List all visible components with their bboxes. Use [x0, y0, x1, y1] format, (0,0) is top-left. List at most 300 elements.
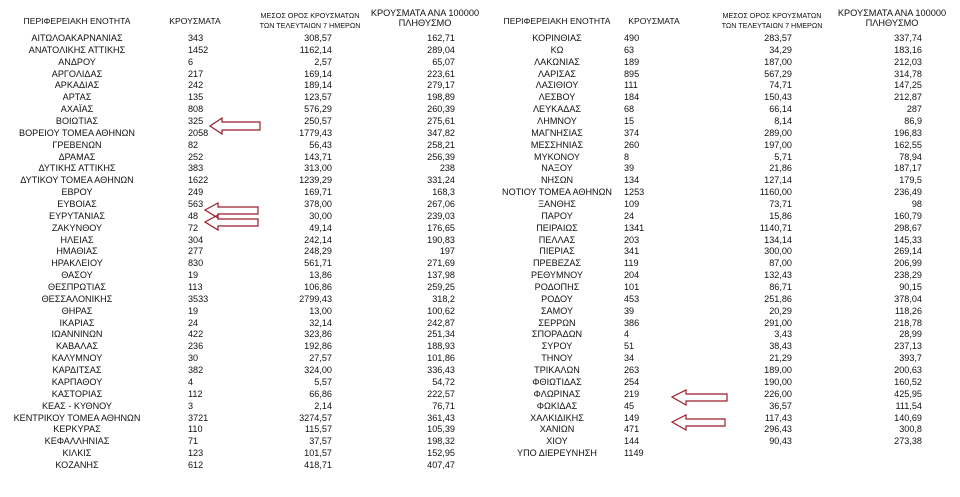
- avg-cell: 308,57: [304, 33, 332, 43]
- avg-cell: 226,00: [764, 388, 792, 399]
- cases-cell: 112: [188, 388, 203, 399]
- cases-cell: 135: [188, 92, 204, 103]
- region-cell: ΙΩΑΝΝΙΝΩΝ: [51, 329, 103, 340]
- table-row: [482, 329, 952, 341]
- region-cell: ΧΙΟΥ: [546, 436, 568, 447]
- per100k-cell: 258,21: [427, 139, 455, 150]
- table-row: [0, 163, 475, 175]
- region-cell: ΣΥΡΟΥ: [541, 341, 573, 352]
- avg-cell: 289,00: [764, 127, 792, 138]
- per100k-cell: 111,54: [895, 400, 922, 411]
- cases-cell: 563: [188, 199, 204, 210]
- table-row: [482, 116, 952, 128]
- avg-cell: 36,57: [769, 400, 792, 411]
- cases-cell: 1341: [624, 222, 645, 233]
- cases-cell: 19: [188, 270, 199, 281]
- region-cell: ΚΑΡΔΙΤΣΑΣ: [52, 365, 102, 376]
- table-row: [0, 318, 475, 330]
- cases-cell: 134: [624, 175, 640, 186]
- region-cell: ΚΑΒΑΛΑΣ: [55, 341, 99, 352]
- region-cell: ΡΟΔΟΥ: [541, 293, 573, 304]
- table-row: [0, 424, 475, 436]
- right-table-body: [482, 33, 952, 460]
- avg-cell: 13,86: [309, 270, 332, 281]
- table-row: [0, 294, 475, 306]
- per100k-cell: 188,93: [427, 341, 455, 352]
- avg-cell: 567,29: [764, 68, 792, 79]
- cases-cell: 3: [188, 400, 194, 411]
- per100k-cell: 147,25: [894, 80, 922, 91]
- avg-cell: 300,00: [764, 246, 792, 257]
- avg-cell: 56,43: [309, 139, 332, 150]
- table-row: [0, 341, 475, 353]
- cases-cell: 39: [624, 305, 635, 316]
- per100k-cell: 176,65: [427, 222, 455, 233]
- header-region: ΠΕΡΙΦΕΡΕΙΑΚΗ ΕΝΟΤΗΤΑ: [503, 16, 611, 26]
- header-avg: [707, 11, 837, 31]
- per100k-cell: 267,06: [427, 199, 455, 210]
- per100k-cell: 162,55: [894, 139, 922, 150]
- region-cell: ΔΥΤΙΚΗΣ ΑΤΤΙΚΗΣ: [38, 163, 116, 174]
- region-cell: ΛΕΥΚΑΔΑΣ: [532, 104, 582, 115]
- per100k-cell: 183,16: [894, 44, 922, 55]
- per100k-cell: 318,2: [432, 293, 455, 304]
- region-cell: ΚΙΛΚΙΣ: [62, 448, 92, 459]
- region-cell: ΑΝΔΡΟΥ: [58, 56, 96, 67]
- table-row: [482, 318, 952, 330]
- table-row: [0, 57, 475, 69]
- per100k-cell: 200,63: [894, 365, 922, 376]
- avg-cell: 38,43: [769, 341, 792, 352]
- avg-cell: 74,71: [769, 80, 792, 91]
- avg-cell: 132,43: [764, 270, 792, 281]
- cases-cell: 68: [624, 104, 635, 115]
- per100k-cell: 242,87: [427, 317, 455, 328]
- region-cell: ΦΛΩΡΙΝΑΣ: [533, 388, 581, 399]
- cases-cell: 830: [188, 258, 204, 269]
- table-row: [0, 223, 475, 235]
- region-cell: ΡΕΘΥΜΝΟΥ: [531, 270, 583, 281]
- table-row: [0, 270, 475, 282]
- avg-cell: 5,71: [774, 151, 792, 162]
- region-cell: ΝΑΞΟΥ: [541, 163, 573, 174]
- cases-cell: 1149: [624, 448, 644, 459]
- avg-cell: 15,86: [769, 210, 792, 221]
- cases-cell: 6: [188, 56, 194, 67]
- per100k-cell: 160,52: [894, 376, 922, 387]
- table-row: [0, 448, 475, 460]
- cases-cell: 8: [624, 151, 630, 162]
- table-row: [0, 306, 475, 318]
- table-row: [0, 246, 475, 258]
- cases-cell: 15: [624, 116, 635, 127]
- region-cell: ΚΟΡΙΝΘΙΑΣ: [532, 33, 582, 43]
- table-row: [482, 175, 952, 187]
- cases-cell: 386: [624, 317, 640, 328]
- table-row: [482, 211, 952, 223]
- avg-cell: 323,86: [304, 329, 332, 340]
- per100k-cell: 275,61: [427, 116, 455, 127]
- per100k-cell: 256,39: [427, 151, 455, 162]
- per100k-cell: 212,03: [894, 56, 922, 67]
- per100k-cell: 90,15: [899, 282, 922, 293]
- avg-cell: 296,43: [764, 424, 792, 435]
- per100k-cell: 78,94: [899, 151, 922, 162]
- region-cell: ΜΕΣΣΗΝΙΑΣ: [530, 139, 584, 150]
- header-avg: [245, 11, 375, 31]
- table-row: [482, 128, 952, 140]
- table-row: [0, 187, 475, 199]
- table-row: [0, 80, 475, 92]
- avg-cell: 66,14: [769, 104, 792, 115]
- region-cell: ΒΟΙΩΤΙΑΣ: [55, 116, 99, 127]
- avg-cell: 13,00: [309, 305, 332, 316]
- per100k-cell: 212,87: [894, 92, 922, 103]
- region-cell: ΚΩ: [550, 44, 564, 55]
- per100k-cell: 300,8: [899, 424, 922, 435]
- region-cell: ΚΑΣΤΟΡΙΑΣ: [51, 388, 103, 399]
- table-row: [482, 223, 952, 235]
- avg-cell: 190,00: [764, 376, 792, 387]
- cases-cell: 808: [188, 104, 204, 115]
- avg-cell: 169,71: [304, 187, 332, 198]
- cases-cell: 2058: [188, 127, 209, 138]
- cases-cell: 101: [624, 282, 640, 293]
- avg-cell: 87,00: [769, 258, 792, 269]
- region-cell: ΓΡΕΒΕΝΩΝ: [52, 139, 102, 150]
- avg-cell: 242,14: [304, 234, 332, 245]
- per100k-cell: 336,43: [427, 365, 455, 376]
- table-row: [0, 45, 475, 57]
- avg-cell: 66,86: [309, 388, 332, 399]
- per100k-cell: 196,83: [894, 127, 922, 138]
- cases-cell: 263: [624, 365, 640, 376]
- cases-cell: 24: [188, 317, 199, 328]
- per100k-cell: 425,95: [894, 388, 922, 399]
- avg-cell: 34,29: [769, 44, 792, 55]
- avg-cell: 197,00: [764, 139, 792, 150]
- avg-cell: 561,71: [304, 258, 332, 269]
- cases-cell: 203: [624, 234, 640, 245]
- table-row: [482, 104, 952, 116]
- table-row: [482, 306, 952, 318]
- header-region: ΠΕΡΙΦΕΡΕΙΑΚΗ ΕΝΟΤΗΤΑ: [23, 16, 131, 26]
- per100k-cell: 378,04: [894, 293, 922, 304]
- region-cell: ΘΕΣΠΡΩΤΙΑΣ: [48, 282, 106, 293]
- table-row: [0, 152, 475, 164]
- header-avg-line1: ΜΕΣΟΣ ΟΡΟΣ ΚΡΟΥΣΜΑΤΩΝ: [260, 11, 360, 20]
- per100k-cell: 152,95: [427, 448, 455, 459]
- table-row: [482, 69, 952, 81]
- region-cell: ΕΥΡΥΤΑΝΙΑΣ: [49, 210, 105, 221]
- region-cell: ΕΥΒΟΙΑΣ: [57, 199, 97, 210]
- cases-cell: 260: [624, 139, 640, 150]
- cases-cell: 109: [624, 199, 640, 210]
- cases-cell: 252: [188, 151, 204, 162]
- table-row: [482, 413, 952, 425]
- cases-cell: 612: [188, 459, 204, 470]
- left-table-body: [0, 33, 475, 472]
- table-row: [482, 294, 952, 306]
- cases-cell: 3721: [188, 412, 209, 423]
- table-row: [482, 235, 952, 247]
- table-row: [482, 33, 952, 45]
- avg-cell: 1160,00: [759, 187, 792, 198]
- per100k-cell: 28,99: [899, 329, 922, 340]
- per100k-cell: 100,62: [427, 305, 455, 316]
- table-row: [482, 140, 952, 152]
- avg-cell: 37,57: [309, 436, 332, 447]
- table-row: [482, 424, 952, 436]
- avg-cell: 2799,43: [299, 293, 332, 304]
- region-cell: ΚΟΖΑΝΗΣ: [55, 459, 99, 470]
- avg-cell: 283,57: [764, 33, 792, 43]
- table-row: [482, 199, 952, 211]
- per100k-cell: 162,71: [427, 33, 455, 43]
- cases-cell: 277: [188, 246, 204, 257]
- region-cell: ΒΟΡΕΙΟΥ ΤΟΜΕΑ ΑΘΗΝΩΝ: [19, 127, 135, 138]
- cases-cell: 249: [188, 187, 204, 198]
- region-cell: ΔΡΑΜΑΣ: [58, 151, 96, 162]
- header-avg-line1: ΜΕΣΟΣ ΟΡΟΣ ΚΡΟΥΣΜΑΤΩΝ: [722, 11, 822, 20]
- per100k-cell: 223,61: [427, 68, 455, 79]
- table-row: [482, 436, 952, 448]
- per100k-cell: 289,04: [427, 44, 455, 55]
- left-table: [0, 8, 480, 472]
- region-cell: ΤΗΝΟΥ: [541, 353, 573, 364]
- avg-cell: 250,57: [304, 116, 332, 127]
- table-row: [482, 246, 952, 258]
- region-cell: ΜΥΚΟΝΟΥ: [534, 151, 580, 162]
- avg-cell: 576,29: [304, 104, 332, 115]
- region-cell: ΑΡΤΑΣ: [62, 92, 92, 103]
- table-row: [0, 413, 475, 425]
- cases-cell: 1622: [188, 175, 209, 186]
- per100k-cell: 361,43: [427, 412, 455, 423]
- cases-cell: 383: [188, 163, 204, 174]
- per100k-cell: 239,03: [427, 210, 455, 221]
- avg-cell: 1140,71: [759, 222, 792, 233]
- avg-cell: 1239,29: [299, 175, 332, 186]
- table-row: [482, 258, 952, 270]
- avg-cell: 21,86: [769, 163, 792, 174]
- table-row: [0, 140, 475, 152]
- cases-cell: 34: [624, 353, 635, 364]
- per100k-cell: 331,24: [427, 175, 455, 186]
- region-cell: ΠΡΕΒΕΖΑΣ: [532, 258, 582, 269]
- per100k-cell: 140,69: [894, 412, 922, 423]
- table-row: [0, 377, 475, 389]
- cases-cell: 111: [624, 80, 638, 91]
- table-row: [0, 258, 475, 270]
- avg-cell: 143,71: [304, 151, 332, 162]
- per100k-cell: 145,33: [894, 234, 922, 245]
- region-cell: ΞΑΝΘΗΣ: [538, 199, 576, 210]
- table-row: [0, 211, 475, 223]
- per100k-cell: 197: [439, 246, 455, 257]
- avg-cell: 27,57: [309, 353, 332, 364]
- per100k-cell: 206,99: [894, 258, 922, 269]
- cases-cell: 1452: [188, 44, 209, 55]
- avg-cell: 1779,43: [299, 127, 332, 138]
- avg-cell: 189,00: [764, 365, 792, 376]
- header-avg-line2: ΤΩΝ ΤΕΛΕΥΤΑΙΩΝ 7 ΗΜΕΡΩΝ: [259, 21, 361, 30]
- cases-cell: 51: [624, 341, 635, 352]
- cases-cell: 71: [188, 436, 199, 447]
- avg-cell: 8,14: [774, 116, 792, 127]
- region-cell: ΦΩΚΙΔΑΣ: [536, 400, 578, 411]
- region-cell: ΑΡΚΑΔΙΑΣ: [54, 80, 100, 91]
- avg-cell: 251,86: [764, 293, 792, 304]
- region-cell: ΧΑΝΙΩΝ: [539, 424, 575, 435]
- cases-cell: 72: [188, 222, 199, 233]
- per100k-cell: 190,83: [427, 234, 455, 245]
- table-row: [0, 128, 475, 140]
- per100k-cell: 218,78: [894, 317, 922, 328]
- per100k-cell: 271,69: [427, 258, 455, 269]
- per100k-cell: 222,57: [427, 388, 455, 399]
- region-cell: ΚΑΛΥΜΝΟΥ: [51, 353, 103, 364]
- header-per100k: [370, 8, 480, 28]
- avg-cell: 86,71: [769, 282, 792, 293]
- header-per100k: [832, 8, 952, 28]
- table-row: [0, 92, 475, 104]
- avg-cell: 20,29: [769, 305, 792, 316]
- per100k-cell: 137,98: [427, 270, 455, 281]
- header-per100k-line1: ΚΡΟΥΣΜΑΤΑ ΑΝΑ 100000: [837, 8, 947, 18]
- avg-cell: 101,57: [304, 448, 332, 459]
- avg-cell: 127,14: [764, 175, 792, 186]
- table-row: [0, 365, 475, 377]
- per100k-cell: 160,79: [894, 210, 922, 221]
- region-cell: ΦΘΙΩΤΙΔΑΣ: [532, 376, 582, 387]
- region-cell: ΥΠΟ ΔΙΕΡΕΥΝΗΣΗ: [517, 448, 597, 459]
- avg-cell: 106,86: [304, 282, 332, 293]
- region-cell: ΚΕΝΤΡΙΚΟΥ ΤΟΜΕΑ ΑΘΗΝΩΝ: [13, 412, 141, 423]
- table-row: [0, 116, 475, 128]
- cases-cell: 374: [624, 127, 640, 138]
- header-cases: ΚΡΟΥΣΜΑΤΑ: [169, 16, 221, 26]
- per100k-cell: 118,26: [894, 305, 922, 316]
- avg-cell: 313,00: [304, 163, 332, 174]
- cases-cell: 184: [624, 92, 640, 103]
- region-cell: ΣΕΡΡΩΝ: [538, 317, 576, 328]
- table-row: [0, 329, 475, 341]
- per100k-cell: 259,25: [427, 282, 455, 293]
- per100k-cell: 54,72: [432, 376, 455, 387]
- avg-cell: 123,57: [304, 92, 332, 103]
- avg-cell: 1162,14: [299, 44, 332, 55]
- region-cell: ΚΕΑΣ - ΚΥΘΝΟΥ: [41, 400, 112, 411]
- table-row: [482, 80, 952, 92]
- table-row: [482, 448, 952, 460]
- region-cell: ΙΚΑΡΙΑΣ: [59, 317, 95, 328]
- cases-cell: 1253: [624, 187, 645, 198]
- table-row: [482, 57, 952, 69]
- cases-cell: 471: [624, 424, 640, 435]
- per100k-cell: 279,17: [427, 80, 455, 91]
- per100k-cell: 168,3: [432, 187, 455, 198]
- cases-cell: 382: [188, 365, 204, 376]
- per100k-cell: 269,14: [894, 246, 922, 257]
- per100k-cell: 76,71: [432, 400, 455, 411]
- cases-cell: 144: [624, 436, 640, 447]
- table-row: [0, 436, 475, 448]
- per100k-cell: 298,67: [894, 222, 922, 233]
- cases-cell: 422: [188, 329, 204, 340]
- per100k-cell: 237,13: [894, 341, 922, 352]
- per100k-cell: 187,17: [894, 163, 922, 174]
- per100k-cell: 236,49: [894, 187, 922, 198]
- per100k-cell: 407,47: [427, 459, 455, 470]
- avg-cell: 187,00: [764, 56, 792, 67]
- per100k-cell: 65,07: [432, 56, 455, 67]
- right-table: [482, 8, 952, 460]
- region-cell: ΠΑΡΟΥ: [541, 210, 573, 221]
- region-cell: ΠΙΕΡΙΑΣ: [539, 246, 575, 257]
- per100k-cell: 105,39: [427, 424, 455, 435]
- region-cell: ΔΥΤΙΚΟΥ ΤΟΜΕΑ ΑΘΗΝΩΝ: [20, 175, 134, 186]
- cases-cell: 30: [188, 353, 199, 364]
- region-cell: ΑΡΓΟΛΙΔΑΣ: [51, 68, 103, 79]
- cases-cell: 19: [188, 305, 199, 316]
- region-cell: ΤΡΙΚΑΛΩΝ: [534, 365, 580, 376]
- avg-cell: 248,29: [304, 246, 332, 257]
- avg-cell: 418,71: [304, 459, 332, 470]
- cases-cell: 123: [188, 448, 204, 459]
- cases-cell: 219: [624, 388, 640, 399]
- avg-cell: 324,00: [304, 365, 332, 376]
- per100k-cell: 238,29: [894, 270, 922, 281]
- avg-cell: 21,29: [769, 353, 792, 364]
- region-cell: ΗΜΑΘΙΑΣ: [56, 246, 98, 257]
- table-row: [0, 235, 475, 247]
- per100k-cell: 86,9: [904, 116, 922, 127]
- region-cell: ΖΑΚΥΝΘΟΥ: [51, 222, 103, 233]
- table-row: [482, 187, 952, 199]
- avg-cell: 73,71: [769, 199, 792, 210]
- region-cell: ΜΑΓΝΗΣΙΑΣ: [531, 127, 583, 138]
- avg-cell: 32,14: [309, 317, 332, 328]
- region-cell: ΚΑΡΠΑΘΟΥ: [51, 376, 103, 387]
- right-table-header: [482, 8, 952, 33]
- avg-cell: 117,43: [764, 412, 792, 423]
- table-row: [0, 353, 475, 365]
- avg-cell: 90,43: [769, 436, 792, 447]
- avg-cell: 150,43: [764, 92, 792, 103]
- region-cell: ΑΝΑΤΟΛΙΚΗΣ ΑΤΤΙΚΗΣ: [28, 44, 126, 55]
- region-cell: ΕΒΡΟΥ: [61, 187, 93, 198]
- region-cell: ΛΑΚΩΝΙΑΣ: [534, 56, 580, 67]
- table-row: [0, 69, 475, 81]
- region-cell: ΚΕΡΚΥΡΑΣ: [53, 424, 101, 435]
- per100k-cell: 238: [439, 163, 455, 174]
- table-row: [0, 175, 475, 187]
- cases-cell: 39: [624, 163, 635, 174]
- per100k-cell: 260,39: [427, 104, 455, 115]
- region-cell: ΚΕΦΑΛΛΗΝΙΑΣ: [44, 436, 110, 447]
- region-cell: ΛΑΡΙΣΑΣ: [537, 68, 577, 79]
- cases-cell: 45: [624, 400, 635, 411]
- avg-cell: 189,14: [304, 80, 332, 91]
- cases-cell: 343: [188, 33, 204, 43]
- cases-cell: 110: [188, 424, 203, 435]
- avg-cell: 3274,57: [299, 412, 332, 423]
- per100k-cell: 287: [906, 104, 922, 115]
- region-cell: ΑΧΑΪΑΣ: [60, 104, 94, 115]
- region-cell: ΠΕΛΛΑΣ: [538, 234, 576, 245]
- avg-cell: 291,00: [764, 317, 792, 328]
